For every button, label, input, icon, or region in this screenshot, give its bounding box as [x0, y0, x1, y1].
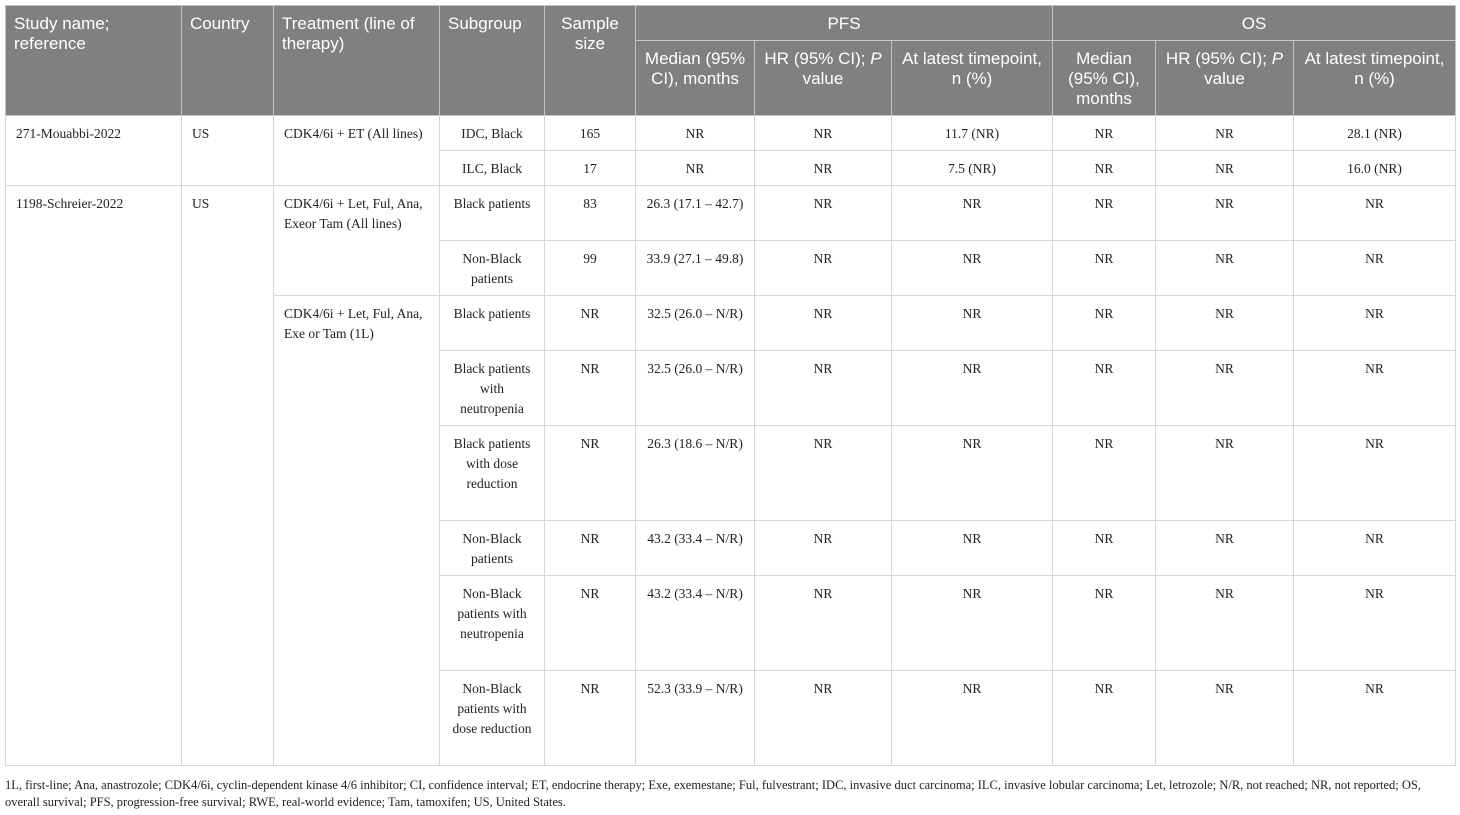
pfs-median-cell: 43.2 (33.4 – N/R): [636, 576, 755, 671]
os-hr-cell: NR: [1156, 351, 1294, 426]
pfs-latest-cell: NR: [892, 426, 1053, 521]
subgroup-cell: ILC, Black: [440, 151, 545, 186]
os-latest-cell: NR: [1294, 671, 1456, 766]
header-pfs-latest: At latest timepoint, n (%): [892, 41, 1053, 116]
sample-size-cell: NR: [545, 296, 636, 351]
treatment-cell: CDK4/6i + Let, Ful, Ana, Exe or Tam (1L): [274, 296, 440, 766]
header-pfs-hr-prefix: HR (95% CI);: [764, 49, 866, 68]
pfs-median-cell: 32.5 (26.0 – N/R): [636, 296, 755, 351]
pfs-latest-cell: NR: [892, 521, 1053, 576]
os-hr-cell: NR: [1156, 671, 1294, 766]
os-median-cell: NR: [1053, 576, 1156, 671]
pfs-hr-cell: NR: [755, 151, 892, 186]
country-cell: US: [182, 186, 274, 766]
treatment-cell: CDK4/6i + Let, Ful, Ana, Exeor Tam (All lines): [274, 186, 440, 296]
os-latest-cell: 16.0 (NR): [1294, 151, 1456, 186]
os-hr-cell: NR: [1156, 521, 1294, 576]
os-median-cell: NR: [1053, 296, 1156, 351]
pfs-median-cell: 52.3 (33.9 – N/R): [636, 671, 755, 766]
subgroup-cell: Black patients: [440, 296, 545, 351]
header-os-hr: [1156, 41, 1294, 116]
study-table: [5, 5, 1456, 766]
header-pfs-hr-suffix: value: [802, 69, 844, 88]
pfs-median-cell: NR: [636, 116, 755, 151]
header-sample-size: Sample size: [545, 6, 636, 116]
study-name-cell: 1198-Schreier-2022: [6, 186, 182, 766]
subgroup-cell: Non-Black patients: [440, 521, 545, 576]
os-hr-cell: NR: [1156, 186, 1294, 241]
header-subgroup: Subgroup: [440, 6, 545, 116]
header-os-latest: At latest timepoint, n (%): [1294, 41, 1456, 116]
pfs-median-cell: NR: [636, 151, 755, 186]
sample-size-cell: 83: [545, 186, 636, 241]
pfs-latest-cell: 11.7 (NR): [892, 116, 1053, 151]
pfs-latest-cell: NR: [892, 296, 1053, 351]
pfs-hr-cell: NR: [755, 521, 892, 576]
sample-size-cell: NR: [545, 351, 636, 426]
pfs-hr-cell: NR: [755, 671, 892, 766]
subgroup-cell: Non-Black patients: [440, 241, 545, 296]
os-latest-cell: 28.1 (NR): [1294, 116, 1456, 151]
header-os-group: OS: [1053, 6, 1456, 41]
pfs-median-cell: 43.2 (33.4 – N/R): [636, 521, 755, 576]
os-latest-cell: NR: [1294, 296, 1456, 351]
header-os-median: Median (95% CI), months: [1053, 41, 1156, 116]
sample-size-cell: NR: [545, 426, 636, 521]
table-header: [6, 6, 1456, 116]
os-median-cell: NR: [1053, 151, 1156, 186]
header-country: Country: [182, 6, 274, 116]
header-study-name: Study name; reference: [6, 6, 182, 116]
treatment-cell: CDK4/6i + ET (All lines): [274, 116, 440, 186]
os-latest-cell: NR: [1294, 576, 1456, 671]
os-hr-cell: NR: [1156, 296, 1294, 351]
os-latest-cell: NR: [1294, 186, 1456, 241]
pfs-hr-cell: NR: [755, 426, 892, 521]
os-hr-cell: NR: [1156, 241, 1294, 296]
pfs-latest-cell: NR: [892, 186, 1053, 241]
os-hr-cell: NR: [1156, 426, 1294, 521]
sample-size-cell: 99: [545, 241, 636, 296]
table-row: [6, 186, 1456, 241]
sample-size-cell: 165: [545, 116, 636, 151]
os-median-cell: NR: [1053, 671, 1156, 766]
pfs-latest-cell: 7.5 (NR): [892, 151, 1053, 186]
os-latest-cell: NR: [1294, 426, 1456, 521]
table-footnote: 1L, first-line; Ana, anastrozole; CDK4/6i, cyclin-dependent kinase 4/6 inhibitor; CI, confidence interval; ET, endocrine therapy; Exe, exemestane; Ful, fulvestrant; IDC, invasive duct carcinoma; ILC, invasive lobular carcinoma; Let, letrozole; N/R, not reached; NR, not reported; OS, overall survival; PFS, progression-free survival; RWE, real-world evidence; Tam, tamoxifen; US, United States.: [5, 778, 1422, 809]
study-name-cell: 271-Mouabbi-2022: [6, 116, 182, 186]
sample-size-cell: NR: [545, 521, 636, 576]
header-os-hr-prefix: HR (95% CI);: [1165, 49, 1267, 68]
os-median-cell: NR: [1053, 426, 1156, 521]
pfs-latest-cell: NR: [892, 671, 1053, 766]
pfs-hr-cell: NR: [755, 296, 892, 351]
os-hr-cell: NR: [1156, 151, 1294, 186]
pfs-latest-cell: NR: [892, 351, 1053, 426]
pfs-hr-cell: NR: [755, 186, 892, 241]
header-pfs-group: PFS: [636, 6, 1053, 41]
header-os-hr-p: P: [1271, 49, 1284, 68]
os-latest-cell: NR: [1294, 241, 1456, 296]
pfs-hr-cell: NR: [755, 351, 892, 426]
subgroup-cell: IDC, Black: [440, 116, 545, 151]
os-median-cell: NR: [1053, 521, 1156, 576]
os-median-cell: NR: [1053, 116, 1156, 151]
pfs-latest-cell: NR: [892, 576, 1053, 671]
pfs-hr-cell: NR: [755, 576, 892, 671]
sample-size-cell: 17: [545, 151, 636, 186]
os-hr-cell: NR: [1156, 576, 1294, 671]
sample-size-cell: NR: [545, 671, 636, 766]
os-latest-cell: NR: [1294, 351, 1456, 426]
subgroup-cell: Black patients with neutropenia: [440, 351, 545, 426]
header-os-hr-suffix: value: [1204, 69, 1245, 88]
os-median-cell: NR: [1053, 351, 1156, 426]
os-hr-cell: NR: [1156, 116, 1294, 151]
pfs-latest-cell: NR: [892, 241, 1053, 296]
os-latest-cell: NR: [1294, 521, 1456, 576]
pfs-median-cell: 26.3 (18.6 – N/R): [636, 426, 755, 521]
os-median-cell: NR: [1053, 186, 1156, 241]
header-pfs-hr: [755, 41, 892, 116]
pfs-median-cell: 33.9 (27.1 – 49.8): [636, 241, 755, 296]
table-row: [6, 116, 1456, 151]
pfs-hr-cell: NR: [755, 241, 892, 296]
country-cell: US: [182, 116, 274, 186]
header-pfs-median: Median (95% CI), months: [636, 41, 755, 116]
subgroup-cell: Black patients: [440, 186, 545, 241]
subgroup-cell: Black patients with dose reduction: [440, 426, 545, 521]
subgroup-cell: Non-Black patients with dose reduction: [440, 671, 545, 766]
pfs-median-cell: 26.3 (17.1 – 42.7): [636, 186, 755, 241]
subgroup-cell: Non-Black patients with neutropenia: [440, 576, 545, 671]
os-median-cell: NR: [1053, 241, 1156, 296]
pfs-hr-cell: NR: [755, 116, 892, 151]
sample-size-cell: NR: [545, 576, 636, 671]
header-pfs-hr-p: P: [870, 49, 882, 68]
header-treatment: Treatment (line of therapy): [274, 6, 440, 116]
table-body: [6, 116, 1456, 766]
pfs-median-cell: 32.5 (26.0 – N/R): [636, 351, 755, 426]
